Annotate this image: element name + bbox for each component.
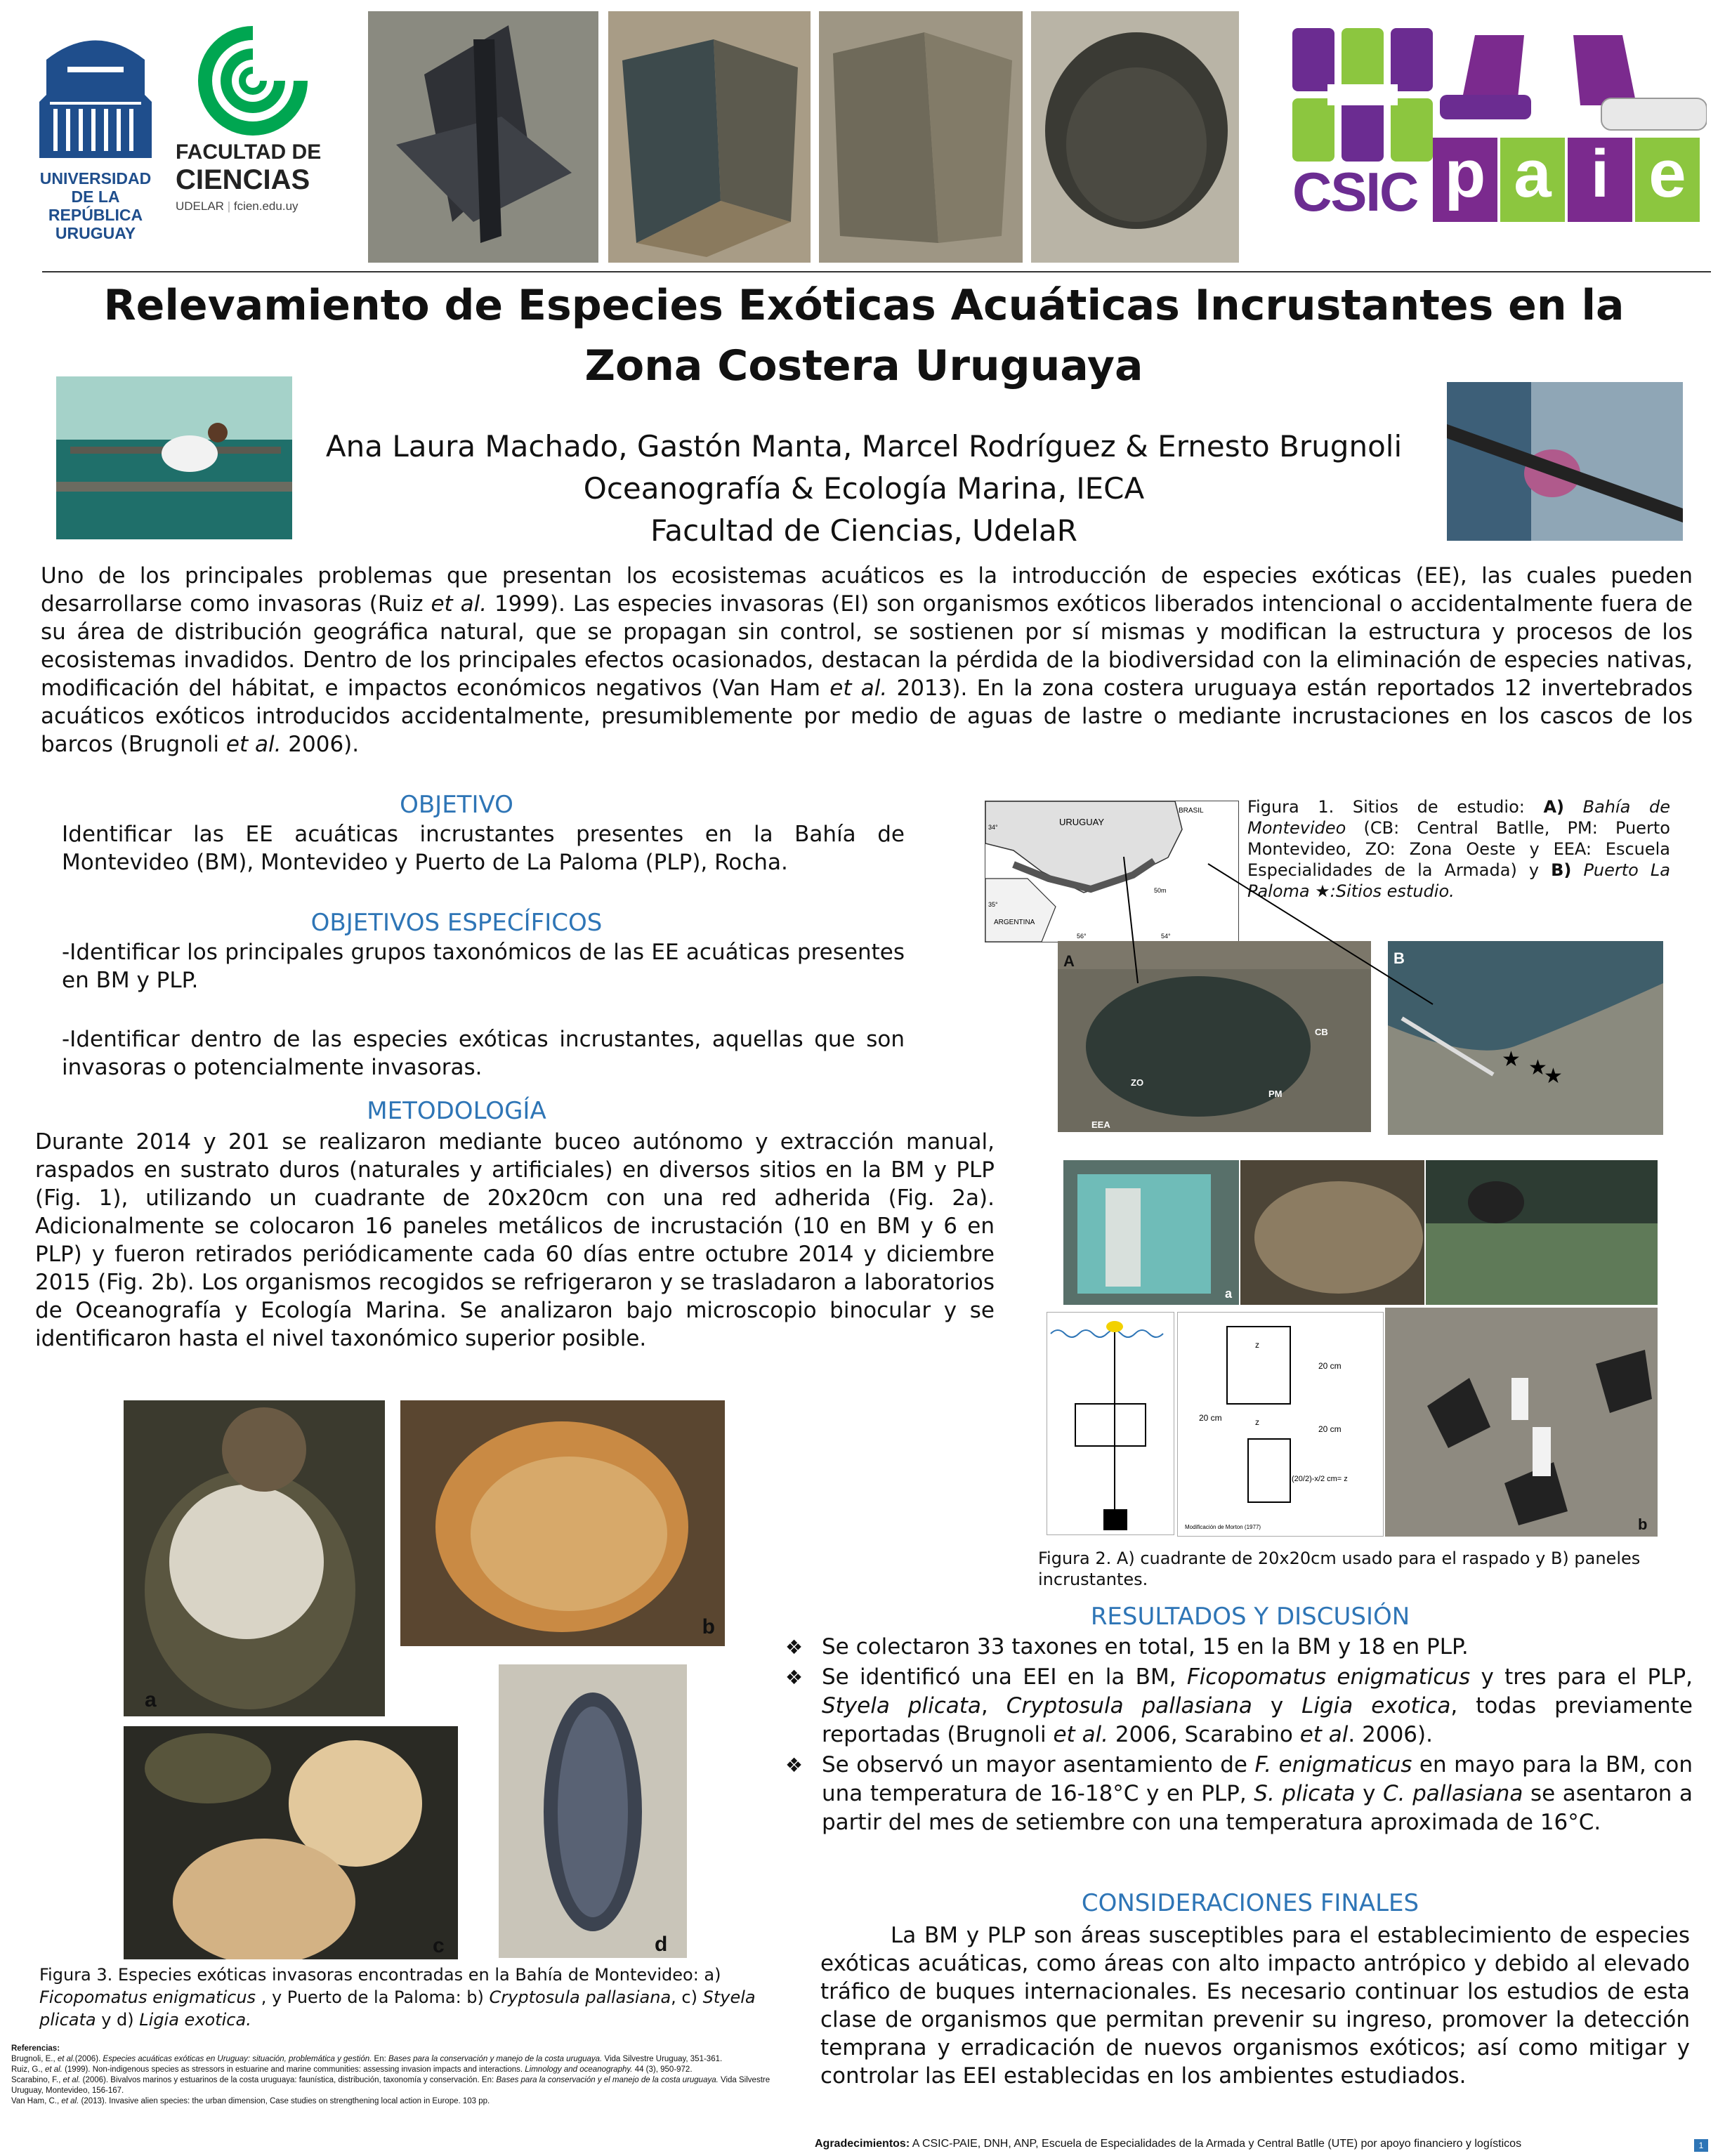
site-label-pm: PM (1268, 1089, 1283, 1099)
fig2-photo-panels-deployed (1385, 1308, 1658, 1537)
header-photo-clean-panel (368, 11, 598, 263)
csic-squares-icon (1292, 28, 1433, 162)
result-text: Se colectaron 33 taxones en total, 15 en la BM y 18 en PLP. (822, 1634, 1469, 1659)
result-text: Se identificó una EEI en la BM, Ficopomatus enigmaticus y tres para el PLP, Styela plicata, Cryptosula pallasiana y Ligia exotica, todas previamente reportadas (Brugnoli et al. 2006, Scarabino et al. 2006). (822, 1664, 1693, 1747)
list-item (780, 1751, 1693, 1837)
results-list (780, 1633, 1693, 1839)
paie-letter-p: p (1433, 138, 1497, 222)
udelar-name-line3: URUGUAY (55, 224, 136, 242)
sneakers-icon (1433, 28, 1707, 133)
map-lon-1: 56° (1077, 933, 1087, 940)
objetivos-especificos-heading: OBJETIVOS ESPECÍFICOS (310, 909, 603, 937)
header-photo-panel-mussels (1031, 11, 1239, 263)
map-lon-2: 54° (1161, 933, 1171, 940)
fig3-photo-c-styela (124, 1726, 458, 1959)
dim-label-z-a: z (1255, 1340, 1259, 1350)
list-item (780, 1633, 1693, 1662)
consideraciones-text: La BM y PLP son áreas susceptibles para el establecimiento de especies exóticas acuáticas, como áreas con alto impacto antrópico y debido al elevado tráfico de buques internacionales. Es necesario continuar los estudios de esta clase de organismos que permitan prevenir su ingreso, promover la detección temprana y erradicación de nuevos organismos exóticos; así como mitigar y controlar las EEI establecidas en los ambientes estudiados. (820, 1923, 1690, 2089)
acknowledgements-label: Agradecimientos: (815, 2138, 910, 2150)
acknowledgements (815, 2138, 1721, 2150)
fig3-panel-a-label: a (145, 1688, 157, 1711)
fig3-panel-d-label: d (655, 1933, 668, 1956)
fcien-spiral-icon (176, 21, 330, 140)
map-label-uruguay: URUGUAY (1059, 817, 1105, 827)
fig3-panel-c-label: c (433, 1934, 445, 1957)
reference-item: Scarabino, F., et al. (2006). Bivalvos marinos y estuarinos de la costa uruguaya: faunística, distribución, taxonomía y conservación. En: Bases para la conservación y el manejo de la costa uruguaya. Vida Silvestre Uruguay, Montevideo, 156-167. (11, 2076, 770, 2095)
fcien-name-line1: FACULTAD DE (176, 140, 322, 164)
udelar-name-line2: DE LA REPÚBLICA (48, 188, 143, 224)
figura2-caption (1038, 1548, 1656, 1590)
map-scale: 50m (1154, 887, 1167, 894)
result-text: Se observó un mayor asentamiento de F. enigmaticus en mayo para la BM, con una temperatura de 16-18°C y en PLP, S. plicata y C. pallasiana se asentaron a partir del mes de setiembre con una temperatura aproximada de 16°C. (822, 1752, 1693, 1835)
reference-item: Ruiz, G., et al. (1999). Non-indigenous species as stressors in estuarine and marine communities: assessing invasion impacts and interactions. Limnology and oceanography. 44 (3), 950-972. (11, 2065, 693, 2074)
csic-wordmark: CSIC (1292, 161, 1418, 223)
udelar-logo (25, 18, 166, 242)
site-star-icon: ★ (1544, 1065, 1563, 1088)
header-photo-panel-early (608, 11, 811, 263)
affiliation-line2: Facultad de Ciencias, UdelaR (650, 513, 1077, 548)
reference-item: Van Ham, C., et al. (2013). Invasive alien species: the urban dimension, Case studies on strengthening local action in Europe. 103 pp. (11, 2097, 490, 2105)
udelar-name-line1: UNIVERSIDAD (39, 169, 152, 188)
diamond-bullet-icon: ❖ (785, 1754, 804, 1777)
fig3-photo-b-cryptosula (400, 1400, 725, 1646)
header-photo-panel-fouled (819, 11, 1023, 263)
dim-label-formula: (20/2)-x/2 cm= z (1292, 1475, 1348, 1483)
fig2-diagram-panel-dimensions (1177, 1312, 1384, 1537)
resultados-heading: RESULTADOS Y DISCUSIÓN (1090, 1603, 1410, 1631)
fig1-panel-a-label: A (1063, 952, 1075, 970)
map-lat-1: 34° (988, 824, 998, 831)
map-lat-2: 35° (988, 901, 998, 908)
objetivo-text: Identificar las EE acuáticas incrustantes presentes en la Bahía de Montevideo (BM), Montevideo y Puerto de La Paloma (PLP), Rocha. (62, 822, 905, 875)
dim-label-20cm-c: 20 cm (1318, 1424, 1342, 1434)
fig2-panel-b-label: b (1638, 1516, 1648, 1533)
acknowledgements-text: A CSIC-PAIE, DNH, ANP, Escuela de Especialidades de la Armada y Central Batlle (UTE) por apoyo financiero y logísticos (910, 2138, 1522, 2150)
introduction-text: Uno de los principales problemas que presentan los ecosistemas acuáticos es la introducción de especies exóticas (EE), las cuales pueden desarrollarse como invasoras (Ruiz et al. 1999). Las especies invasoras (EI) son organismos exóticos liberados intencional o accidentalmente fuera de su área de distribución geográfica natural, que se propagan sin control, se sostienen por sí mismas y modifican la estructura y procesos de los ecosistemas invadidos. Dentro de los principales efectos ocasionados, destacan la pérdida de la biodiversidad con la eliminación de especies nativas, modificación del hábitat, e impactos económicos negativos (Van Ham et al. 2013). En la zona costera uruguaya están reportados 12 invertebrados acuáticos exóticos introducidos accidentalmente, presumiblemente por medio de aguas de lastre o mediante incrustaciones en los cascos de los barcos (Brugnoli et al. 2006). (41, 563, 1693, 757)
udelar-building-icon (25, 18, 166, 165)
map-label-argentina: ARGENTINA (994, 919, 1035, 926)
metodologia-text: Durante 2014 y 201 se realizaron mediante buceo autónomo y extracción manual, raspados en sustrato duros (naturales y artificiales) en diversos sitios en la BM y PLP (Fig. 1), utilizando un cuadrante de 20x20cm con una red adherida (Fig. 2a). Adicionalmente se colocaron 16 paneles metálicos de incrustación (10 en BM y 6 en PLP) y fueron retirados periódicamente cada 60 días entre octubre 2014 y diciembre 2015 (Fig. 2b). Los organismos recogidos se refrigeraron y se trasladaron a laboratorios de Oceanografía y Ecología Marina. Se analizaron bajo microscopio binocular y se identificaron hasta el nivel taxonómico superior posible. (35, 1129, 995, 1351)
fcien-udelar-label: UDELAR (176, 199, 224, 213)
page-number-badge: 1 (1694, 2139, 1708, 2152)
csic-logo (1292, 28, 1433, 232)
fcien-logo: FACULTAD DE CIENCIAS UDELAR | fcien.edu.uy (176, 21, 330, 239)
figura2-label: Figura 2. (1038, 1549, 1112, 1568)
site-star-icon: ★ (1502, 1048, 1521, 1071)
objetivo-especifico-2: -Identificar dentro de las especies exóticas incrustantes, aquellas que son invasoras o potencialmente invasoras. (62, 1027, 905, 1080)
diamond-bullet-icon: ❖ (785, 1636, 804, 1659)
paie-logo (1433, 28, 1707, 232)
fig2-photo-scraping (1240, 1160, 1424, 1305)
paie-letter-a: a (1500, 138, 1565, 222)
figura3-text: Especies exóticas invasoras encontradas en la Bahía de Montevideo: a) Ficopomatus enigmaticus , y Puerto de la Paloma: b) Cryptosula pallasiana, c) Styela plicata y d) Ligia exotica. (39, 1965, 756, 2030)
paie-letter-e: e (1635, 138, 1700, 222)
metodologia-heading: METODOLOGÍA (367, 1097, 546, 1125)
header-divider (42, 271, 1711, 272)
site-label-eea: EEA (1091, 1119, 1110, 1130)
list-item (780, 1663, 1693, 1749)
fig3-photo-a-ficopomatus (124, 1400, 385, 1716)
objetivo-heading: OBJETIVO (400, 791, 513, 819)
fig2-photo-diver (1426, 1160, 1658, 1305)
fig1-connector-arrows (1054, 843, 1447, 1011)
fig3-panel-b-label: b (702, 1615, 715, 1638)
figura1-label: Figura 1. (1247, 797, 1334, 817)
fcien-website: fcien.edu.uy (233, 199, 299, 213)
site-label-cb: CB (1315, 1027, 1328, 1037)
consideraciones-heading: CONSIDERACIONES FINALES (1081, 1889, 1419, 1917)
fig2-photo-quadrat-net (1063, 1160, 1239, 1305)
diamond-bullet-icon: ❖ (785, 1666, 804, 1689)
reference-item: Brugnoli, E., et al.(2006). Especies acuáticas exóticas en Uruguay: situación, problemática y gestión. En: Bases para la conservación y manejo de la costa uruguaya. Vida Silvestre Uruguay, 351-361. (11, 2055, 723, 2063)
fig1-panel-b-label: B (1393, 949, 1405, 967)
figura2-text: A) cuadrante de 20x20cm usado para el raspado y B) paneles incrustantes. (1038, 1549, 1641, 1589)
site-star-icon: ★ (1528, 1056, 1547, 1079)
figura3-caption (39, 1964, 805, 2031)
fcien-name-line2: CIENCIAS (176, 164, 310, 195)
figura1-text: Sitios de estudio: A) Bahía de Montevideo (CB: Central Batlle, PM: Puerto Montevideo, ZO: Zona Oeste y EEA: Escuela Especialidades de la Armada) y B) Puerto La Paloma ★:Sitios estudio. (1247, 797, 1670, 901)
figura3-label: Figura 3. (39, 1965, 113, 1985)
references (11, 2044, 784, 2107)
site-label-zo: ZO (1131, 1077, 1144, 1088)
dim-label-20cm-a: 20 cm (1318, 1361, 1342, 1371)
poster-title: Relevamiento de Especies Exóticas Acuáticas Incrustantes en la Zona Costera Uruguaya (103, 281, 1625, 390)
dim-label-20cm-b: 20 cm (1199, 1413, 1222, 1423)
affiliation-line1: Oceanografía & Ecología Marina, IECA (583, 471, 1145, 506)
photo-researcher-left (56, 376, 292, 539)
objetivo-especifico-1: -Identificar los principales grupos taxonómicos de las EE acuáticas presentes en BM y PLP. (62, 940, 905, 993)
map-label-brasil: BRASIL (1179, 807, 1204, 815)
dim-label-source: Modificación de Morton (1977) (1185, 1524, 1261, 1530)
fig2-panel-a-label: a (1225, 1287, 1233, 1301)
photo-researcher-right (1447, 382, 1683, 541)
fig2-diagram-mooring (1047, 1312, 1174, 1535)
author-list: Ana Laura Machado, Gastón Manta, Marcel Rodríguez & Ernesto Brugnoli (325, 429, 1403, 464)
paie-letter-i: i (1568, 138, 1632, 222)
fig3-photo-d-ligia (499, 1664, 687, 1958)
references-heading: Referencias: (11, 2044, 60, 2053)
dim-label-z-b: z (1255, 1417, 1259, 1427)
